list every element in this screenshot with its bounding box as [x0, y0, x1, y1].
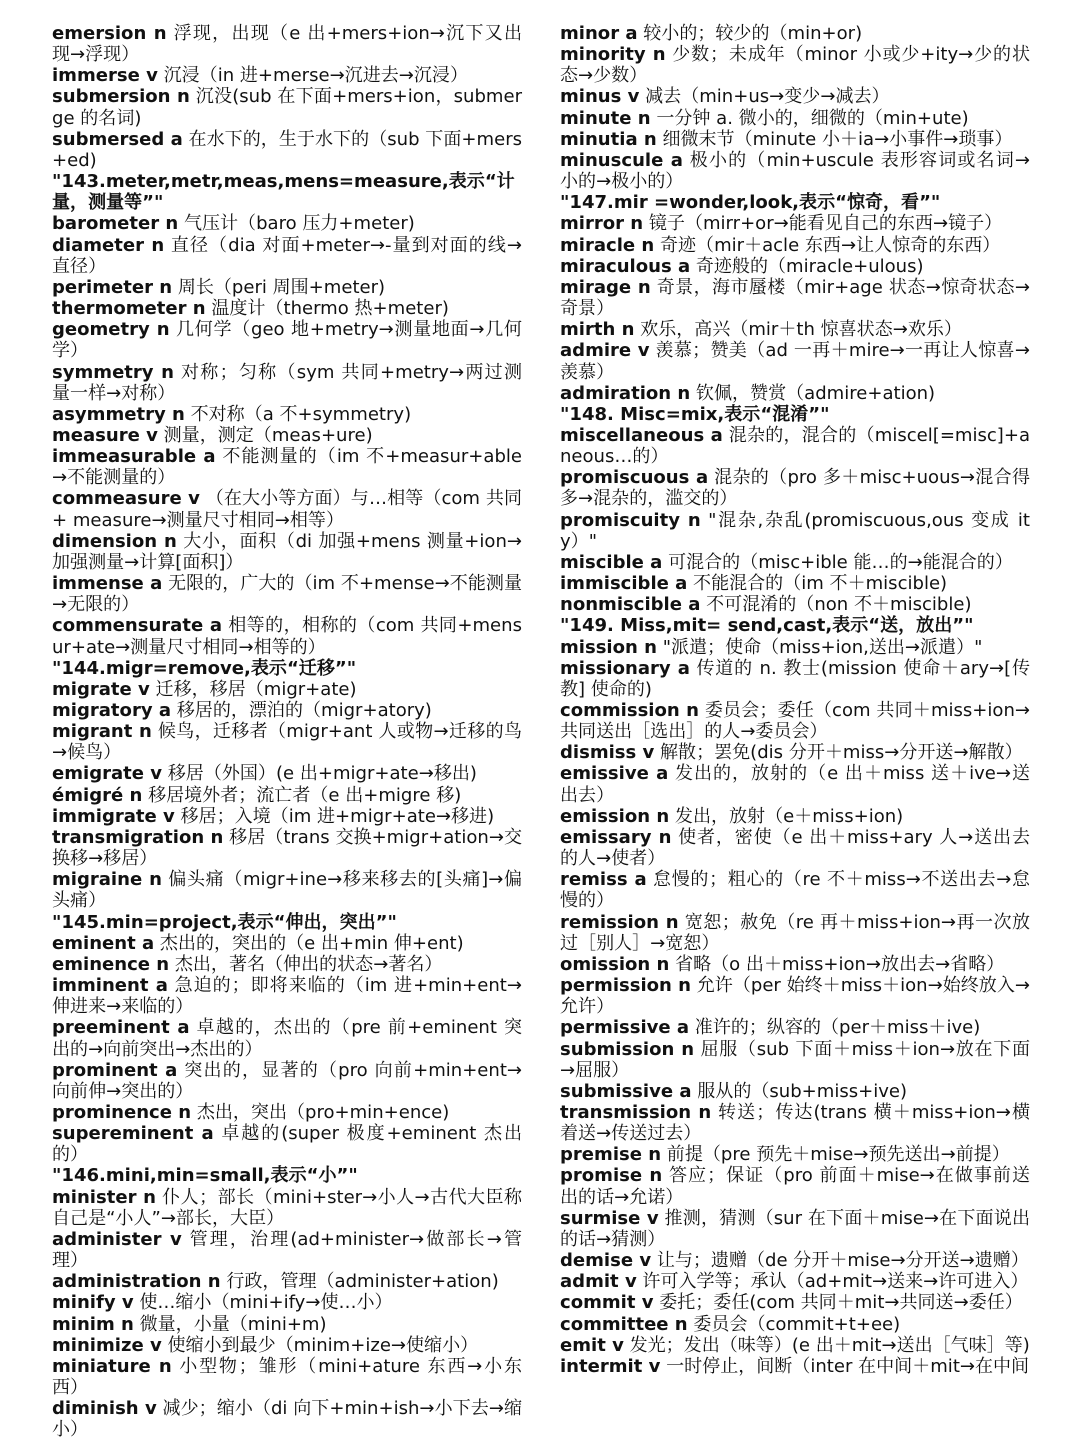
- entry-definition: 省略（o 出＋miss+ion→放出去→省略）: [669, 953, 1005, 975]
- entry-definition: 减去（min+us→变少→减去）: [639, 86, 890, 108]
- entry-word: mirage n: [560, 276, 651, 298]
- entry-definition: 不能混合的（im 不＋miscible): [687, 573, 948, 595]
- section-heading: "148. Misc=mix,表示“混淆”": [560, 403, 830, 425]
- vocab-entry: [52, 721, 522, 763]
- vocab-entry: [52, 298, 522, 319]
- entry-word: migratory a: [52, 700, 172, 721]
- section-heading: "149. Miss,mit= send,cast,表示“送，放出”": [560, 615, 974, 637]
- entry-definition: 委员会（commit+t+ee): [687, 1313, 901, 1335]
- vocab-entry: [560, 1039, 1030, 1081]
- section-heading: "146.mini,min=small,表示“小”": [52, 1165, 358, 1187]
- entry-definition: 发出的，放射的（e 出＋miss 送＋ive→送出去）: [560, 763, 1030, 806]
- entry-word: minister n: [52, 1186, 157, 1208]
- entry-definition: 使者，密使（e 出＋miss+ary 人→送出去的人→使者）: [560, 826, 1030, 870]
- entry-definition: 服从的（sub+miss+ive): [691, 1080, 908, 1102]
- entry-definition: 奇迹（mir＋acle 东西→让人惊奇的东西）: [654, 234, 1001, 256]
- entry-word: mirror n: [560, 213, 644, 235]
- entry-definition: 杰出的，突出的（e 出+min 伸+ent): [154, 932, 464, 954]
- entry-definition: 发出，放射（e＋miss+ion): [669, 805, 904, 827]
- vocab-entry: [560, 467, 1030, 509]
- entry-word: diameter n: [52, 234, 165, 256]
- entry-definition: 偏头痛（migr+ine→移来移去的[头痛]→偏头痛）: [52, 869, 522, 912]
- entry-word: promise n: [560, 1165, 663, 1187]
- entry-definition: 可混合的（misc+ible 能…的→能混合的）: [662, 551, 1013, 573]
- entry-word: emission n: [560, 805, 670, 827]
- entry-word: immense a: [52, 573, 163, 595]
- vocab-entry: [52, 65, 522, 86]
- entry-word: miscellaneous a: [560, 424, 723, 446]
- vocab-entry: [52, 700, 522, 721]
- entry-word: transmigration n: [52, 826, 224, 848]
- entry-definition: 无限的，广大的（im 不+mense→不能测量→无限的）: [52, 573, 522, 616]
- vocab-entry: [560, 1017, 1030, 1038]
- entry-word: minus v: [560, 86, 640, 108]
- vocab-entry: [52, 1398, 522, 1440]
- vocab-entry: [560, 425, 1030, 467]
- entry-word: minority n: [560, 44, 666, 66]
- vocab-entry: [52, 86, 522, 128]
- vocab-entry: [52, 1060, 522, 1102]
- entry-word: minuscule a: [560, 149, 683, 171]
- entry-word: promiscuity n: [560, 509, 701, 531]
- entry-word: admiration n: [560, 382, 691, 404]
- vocab-entry: [52, 319, 522, 361]
- entry-word: omission n: [560, 953, 670, 975]
- entry-definition: 几何学（geo 地+metry→测量地面→几何学）: [52, 319, 522, 362]
- entry-word: thermometer n: [52, 298, 206, 320]
- vocab-entry: [560, 700, 1030, 742]
- entry-definition: "派遣；使命（miss+ion,送出→派遣）": [656, 636, 983, 658]
- entry-definition: 管理，治理(ad+minister→做部长→管理）: [52, 1228, 522, 1272]
- vocab-entry: [560, 742, 1030, 763]
- entry-word: commensurate a: [52, 615, 223, 637]
- vocab-entry: [52, 827, 522, 869]
- entry-definition: 答应；保证（pro 前面＋mise→在做事前送出的话→允诺）: [560, 1165, 1030, 1208]
- vocab-entry: [560, 108, 1030, 129]
- entry-word: mirth n: [560, 319, 635, 341]
- entry-definition: 委员会；委任（com 共同＋miss+ion→共同送出［选出］的人→委员会）: [560, 700, 1030, 743]
- vocab-entry: [52, 615, 522, 657]
- entry-word: submissive a: [560, 1080, 692, 1102]
- entry-definition: 混杂的，混合的（miscel[=misc]+aneous…的）: [560, 424, 1030, 468]
- entry-word: administration n: [52, 1271, 221, 1293]
- entry-definition: 杰出，突出（pro+min+ence): [191, 1101, 450, 1123]
- vocab-entry: [560, 340, 1030, 382]
- entry-definition: 极小的（min+uscule 表形容词或名词→小的→极小的）: [560, 149, 1030, 193]
- entry-definition: （在大小等方面）与…相等（com 共同+ measure→测量尺寸相同→相等）: [52, 488, 522, 531]
- vocab-entry: [560, 1081, 1030, 1102]
- entry-word: preeminent a: [52, 1017, 190, 1039]
- vocab-entry: [560, 1335, 1030, 1356]
- vocab-entry: [52, 213, 522, 234]
- entry-word: minor a: [560, 23, 638, 44]
- vocab-entry: [560, 975, 1030, 1017]
- entry-definition: 不对称（a 不+symmetry): [184, 403, 412, 425]
- vocab-entry: [560, 235, 1030, 256]
- entry-word: commeasure v: [52, 488, 200, 510]
- entry-definition: 允许（per 始终＋miss＋ion→始终放入→允许）: [560, 975, 1030, 1018]
- vocab-entry: [560, 86, 1030, 107]
- vocab-entry: [52, 975, 522, 1017]
- entry-word: emersion n: [52, 23, 167, 44]
- vocab-entry: [560, 256, 1030, 277]
- entry-definition: 奇迹般的（miracle+ulous): [690, 255, 924, 277]
- entry-definition: 移居（外国）(e 出+migr+ate→移出): [162, 763, 477, 785]
- vocab-entry: [560, 510, 1030, 552]
- vocab-entry: [560, 383, 1030, 404]
- entry-definition: 屈服（sub 下面＋miss＋ion→放在下面→屈服）: [560, 1038, 1030, 1081]
- entry-definition: 移居（trans 交换+migr+ation→交换移→移居）: [52, 826, 522, 870]
- vocab-entry: [52, 235, 522, 277]
- vocab-entry: [560, 150, 1030, 192]
- entry-word: diminish v: [52, 1398, 157, 1420]
- entry-word: commission n: [560, 700, 699, 721]
- vocab-entry: [560, 129, 1030, 150]
- entry-word: immeasurable a: [52, 446, 216, 468]
- entry-definition: 浮现，出现（e 出+mers+ion→沉下又出现→浮现）: [52, 23, 522, 66]
- entry-word: imminent a: [52, 975, 168, 997]
- vocab-entry: [560, 637, 1030, 658]
- entry-word: missionary a: [560, 657, 690, 679]
- vocab-entry: [52, 573, 522, 615]
- entry-definition: 周长（peri 周围+meter): [172, 276, 386, 298]
- vocab-entry: [560, 1356, 1030, 1377]
- vocab-entry: [560, 1102, 1030, 1144]
- vocab-entry: [560, 912, 1030, 954]
- entry-word: émigré n: [52, 784, 143, 806]
- vocab-entry: [52, 446, 522, 488]
- entry-word: miscible a: [560, 551, 663, 573]
- entry-word: remiss a: [560, 869, 647, 891]
- entry-word: intermit v: [560, 1355, 661, 1377]
- vocab-entry: [52, 404, 522, 425]
- entry-definition: 微量，小量（mini+m): [133, 1313, 327, 1335]
- entry-word: dimension n: [52, 530, 177, 552]
- entry-definition: 欢乐，高兴（mir＋th 惊喜状态→欢乐）: [634, 319, 962, 341]
- section-heading: "145.min=project,表示“伸出，突出”": [52, 911, 397, 933]
- entry-word: promiscuous a: [560, 467, 709, 489]
- entry-definition: 减少；缩小（di 向下+min+ish→小下去→缩小）: [52, 1398, 522, 1441]
- vocab-entry: [560, 1314, 1030, 1335]
- entry-word: admit v: [560, 1271, 637, 1293]
- entry-word: transmission n: [560, 1101, 712, 1123]
- entry-definition: 移居的，漂泊的（migr+atory): [171, 700, 432, 721]
- vocab-entry: [560, 1165, 1030, 1207]
- vocab-entry: [560, 23, 1030, 44]
- vocab-entry: [560, 1208, 1030, 1250]
- entry-definition: 迁移，移居（migr+ate): [149, 678, 357, 700]
- entry-definition: 解散；罢免(dis 分开＋miss→分开送→解散）: [654, 742, 1023, 764]
- entry-definition: "混杂,杂乱(promiscuous,ous 变成 ity）": [560, 509, 1030, 552]
- entry-definition: 细微末节（minute 小＋ia→小事件→琐事）: [656, 128, 1013, 150]
- entry-definition: 沉浸（in 进+merse→沉进去→沉浸）: [157, 65, 468, 87]
- entry-word: migrant n: [52, 721, 152, 743]
- entry-definition: 使缩小到最少（minim+ize→使缩小）: [161, 1334, 479, 1356]
- vocab-entry: [560, 954, 1030, 975]
- entry-definition: 卓越的(super 极度+eminent 杰出的）: [52, 1123, 522, 1166]
- entry-definition: 小型物；雏形（mini+ature 东西→小东西）: [52, 1355, 522, 1398]
- entry-definition: 前提（pre 预先＋mise→预先送出→前提）: [661, 1144, 1010, 1166]
- entry-word: submersed a: [52, 128, 183, 150]
- entry-word: prominent a: [52, 1059, 178, 1081]
- vocab-entry: [52, 23, 522, 65]
- vocab-entry: [560, 319, 1030, 340]
- vocab-entry: [560, 1271, 1030, 1292]
- entry-word: emissary n: [560, 826, 672, 848]
- entry-word: miniature n: [52, 1355, 172, 1377]
- vocab-entry: [52, 1335, 522, 1356]
- entry-definition: 怠慢的；粗心的（re 不＋miss→不送出去→怠慢的）: [560, 869, 1030, 912]
- entry-word: minute n: [560, 107, 651, 129]
- entry-word: perimeter n: [52, 276, 173, 298]
- vocab-entry: [52, 531, 522, 573]
- vocab-entry: [560, 1144, 1030, 1165]
- entry-definition: 少数；未成年（minor 小或少+ity→少的状态→少数）: [560, 44, 1030, 87]
- entry-definition: 羡慕；赞美（ad 一再＋mire→一再让人惊喜→羡慕）: [560, 340, 1030, 383]
- entry-definition: 卓越的，杰出的（pre 前+eminent 突出的→向前突出→杰出的）: [52, 1017, 522, 1060]
- vocab-entry: [52, 129, 522, 171]
- entry-definition: 较小的；较少的（min+or): [637, 23, 863, 44]
- entry-definition: 发光；发出（味等）(e 出＋mit→送出［气味］等): [623, 1334, 1030, 1356]
- vocab-entry: [52, 1292, 522, 1313]
- entry-word: migraine n: [52, 869, 162, 891]
- vocab-entry: [52, 954, 522, 975]
- entry-word: committee n: [560, 1313, 688, 1335]
- entry-word: surmise v: [560, 1207, 659, 1229]
- entry-word: permissive a: [560, 1017, 690, 1039]
- entry-definition: 对称；匀称（sym 共同+metry→两过测量一样→对称）: [52, 361, 522, 404]
- entry-word: commit v: [560, 1292, 654, 1314]
- vocab-entry: [52, 1187, 522, 1229]
- entry-definition: 转送；传达(trans 横＋miss+ion→横着送→传送过去）: [560, 1101, 1031, 1145]
- entry-word: eminent a: [52, 932, 155, 954]
- vocab-entry: [560, 277, 1030, 319]
- entry-word: immerse v: [52, 65, 158, 87]
- entry-word: dismiss v: [560, 742, 655, 764]
- section-heading: "144.migr=remove,表示“迁移”": [52, 657, 357, 679]
- vocab-entry: [52, 1314, 522, 1335]
- vocab-entry: [52, 425, 522, 446]
- entry-definition: 突出的，显著的（pro 向前+min+ent→向前伸→突出的）: [52, 1059, 522, 1102]
- vocab-entry: [52, 488, 522, 530]
- entry-definition: 让与；遗赠（de 分开＋mise→分开送→遗赠）: [651, 1250, 1029, 1272]
- entry-definition: 钦佩，赞赏（admire+ation): [690, 382, 936, 404]
- entry-word: minim n: [52, 1313, 134, 1335]
- vocab-entry: [52, 1271, 522, 1292]
- entry-word: geometry n: [52, 319, 170, 341]
- entry-definition: 直径（dia 对面+meter→-量到对面的线→直径）: [52, 234, 522, 277]
- entry-definition: 传道的 n. 教士(mission 使命＋ary→[传教] 使命的): [560, 657, 1030, 700]
- entry-definition: 相等的，相称的（com 共同+mensur+ate→测量尺寸相同→相等的）: [52, 615, 522, 658]
- vocab-entry: [560, 827, 1030, 869]
- entry-definition: 不可混淆的（non 不＋miscible): [700, 594, 972, 616]
- entry-definition: 仆人；部长（mini+ster→小人→古代大臣称自己是“小人”→部长，大臣）: [52, 1186, 522, 1229]
- entry-definition: 使…缩小（mini+ify→使…小）: [133, 1292, 393, 1314]
- entry-definition: 沉没(sub 在下面+mers+ion，submerge 的名词): [52, 86, 523, 129]
- entry-word: emigrate v: [52, 763, 163, 785]
- vocab-entry: [52, 933, 522, 954]
- vocab-entry: [52, 763, 522, 784]
- vocab-entry: [560, 1250, 1030, 1271]
- vocab-entry: [560, 594, 1030, 615]
- entry-word: eminence n: [52, 953, 170, 975]
- entry-definition: 测量，测定（meas+ure): [157, 424, 373, 446]
- vocab-entry: [52, 362, 522, 404]
- entry-definition: 宽恕；赦免（re 再＋miss+ion→再一次放过［别人］→宽恕）: [560, 911, 1031, 954]
- vocab-entry: [560, 1292, 1030, 1313]
- entry-word: supereminent a: [52, 1123, 214, 1145]
- entry-word: submission n: [560, 1038, 695, 1060]
- entry-word: measure v: [52, 424, 158, 446]
- entry-definition: 委托；委任(com 共同＋mit→共同送→委任）: [653, 1292, 1023, 1314]
- entry-word: symmetry n: [52, 361, 174, 383]
- entry-word: permission n: [560, 975, 691, 997]
- vocab-entry: [560, 763, 1030, 805]
- entry-word: nonmiscible a: [560, 594, 701, 616]
- entry-word: minimize v: [52, 1334, 162, 1356]
- entry-word: premise n: [560, 1144, 662, 1166]
- left-column: [52, 23, 522, 1440]
- vocab-entry: [560, 44, 1030, 86]
- vocab-entry: [52, 1356, 522, 1398]
- entry-word: minutia n: [560, 128, 657, 150]
- entry-word: administer v: [52, 1228, 182, 1250]
- entry-word: admire v: [560, 340, 650, 362]
- entry-definition: 移居；入境（im 进+migr+ate→移进): [174, 805, 495, 827]
- vocab-entry: [52, 869, 522, 911]
- entry-definition: 移居境外者；流亡者（e 出+migre 移): [142, 784, 462, 806]
- entry-definition: 一时停止，间断（inter 在中间＋mit→在中间: [660, 1355, 1030, 1377]
- entry-definition: 大小，面积（di 加强+mens 测量+ion→加强测量→计算[面积]）: [52, 530, 522, 573]
- vocab-entry: [560, 573, 1030, 594]
- entry-word: migrate v: [52, 678, 150, 700]
- entry-definition: 在水下的，生于水下的（sub 下面+mers+ed): [52, 128, 523, 171]
- entry-word: asymmetry n: [52, 403, 185, 425]
- entry-word: barometer n: [52, 213, 179, 235]
- entry-word: remission n: [560, 911, 679, 933]
- vocab-entry: [52, 679, 522, 700]
- entry-word: emit v: [560, 1334, 624, 1356]
- entry-definition: 气压计（baro 压力+meter): [178, 213, 415, 235]
- entry-word: mission n: [560, 636, 657, 658]
- entry-definition: 许可入学等；承认（ad+mit→送来→许可进入）: [636, 1271, 1029, 1293]
- vocab-entry: [52, 1017, 522, 1059]
- section-heading: "147.mir =wonder,look,表示“惊奇，看”": [560, 192, 941, 214]
- entry-word: miraculous a: [560, 255, 691, 277]
- entry-definition: 杰出，著名（伸出的状态→著名）: [169, 953, 443, 975]
- vocab-entry: [560, 213, 1030, 234]
- vocab-entry: [52, 1102, 522, 1123]
- entry-definition: 温度计（thermo 热+meter): [205, 298, 449, 320]
- entry-word: emissive a: [560, 763, 669, 785]
- vocab-entry: [52, 1229, 522, 1271]
- vocab-entry: [560, 658, 1030, 700]
- entry-word: prominence n: [52, 1101, 192, 1123]
- entry-definition: 奇景，海市蜃楼（mir+age 状态→惊奇状态→奇景）: [560, 276, 1030, 320]
- section-heading: "143.meter,metr,meas,mens=measure,表示“计量，测量等”": [52, 171, 515, 214]
- entry-definition: 推测，猜测（sur 在下面＋mise→在下面说出的话→猜测）: [560, 1207, 1030, 1250]
- vocab-entry: [52, 277, 522, 298]
- entry-definition: 候鸟，迁移者（migr+ant 人或物→迁移的鸟→候鸟）: [52, 721, 522, 764]
- entry-definition: 镜子（mirr+or→能看见自己的东西→镜子）: [643, 213, 1003, 235]
- right-column: [560, 23, 1030, 1377]
- entry-word: immigrate v: [52, 805, 175, 827]
- entry-word: miracle n: [560, 234, 655, 256]
- vocab-entry: [560, 552, 1030, 573]
- entry-definition: 不能测量的（im 不+measur+able→不能测量的）: [52, 446, 523, 489]
- entry-word: minify v: [52, 1292, 134, 1314]
- vocab-entry: [560, 806, 1030, 827]
- entry-word: submersion n: [52, 86, 190, 108]
- vocab-entry: [52, 785, 522, 806]
- vocab-entry: [52, 1123, 522, 1165]
- entry-definition: 一分钟 a. 微小的，细微的（min+ute): [650, 107, 969, 129]
- entry-word: demise v: [560, 1250, 652, 1272]
- vocab-entry: [560, 869, 1030, 911]
- entry-definition: 混杂的（pro 多＋misc+uous→混合得多→混杂的，滥交的）: [560, 467, 1030, 510]
- entry-definition: 准许的；纵容的（per＋miss＋ive): [689, 1017, 981, 1039]
- entry-word: immiscible a: [560, 573, 688, 595]
- entry-definition: 急迫的；即将来临的（im 进+min+ent→伸进来→来临的）: [52, 975, 522, 1018]
- entry-definition: 行政，管理（administer+ation): [220, 1271, 499, 1293]
- vocab-entry: [52, 806, 522, 827]
